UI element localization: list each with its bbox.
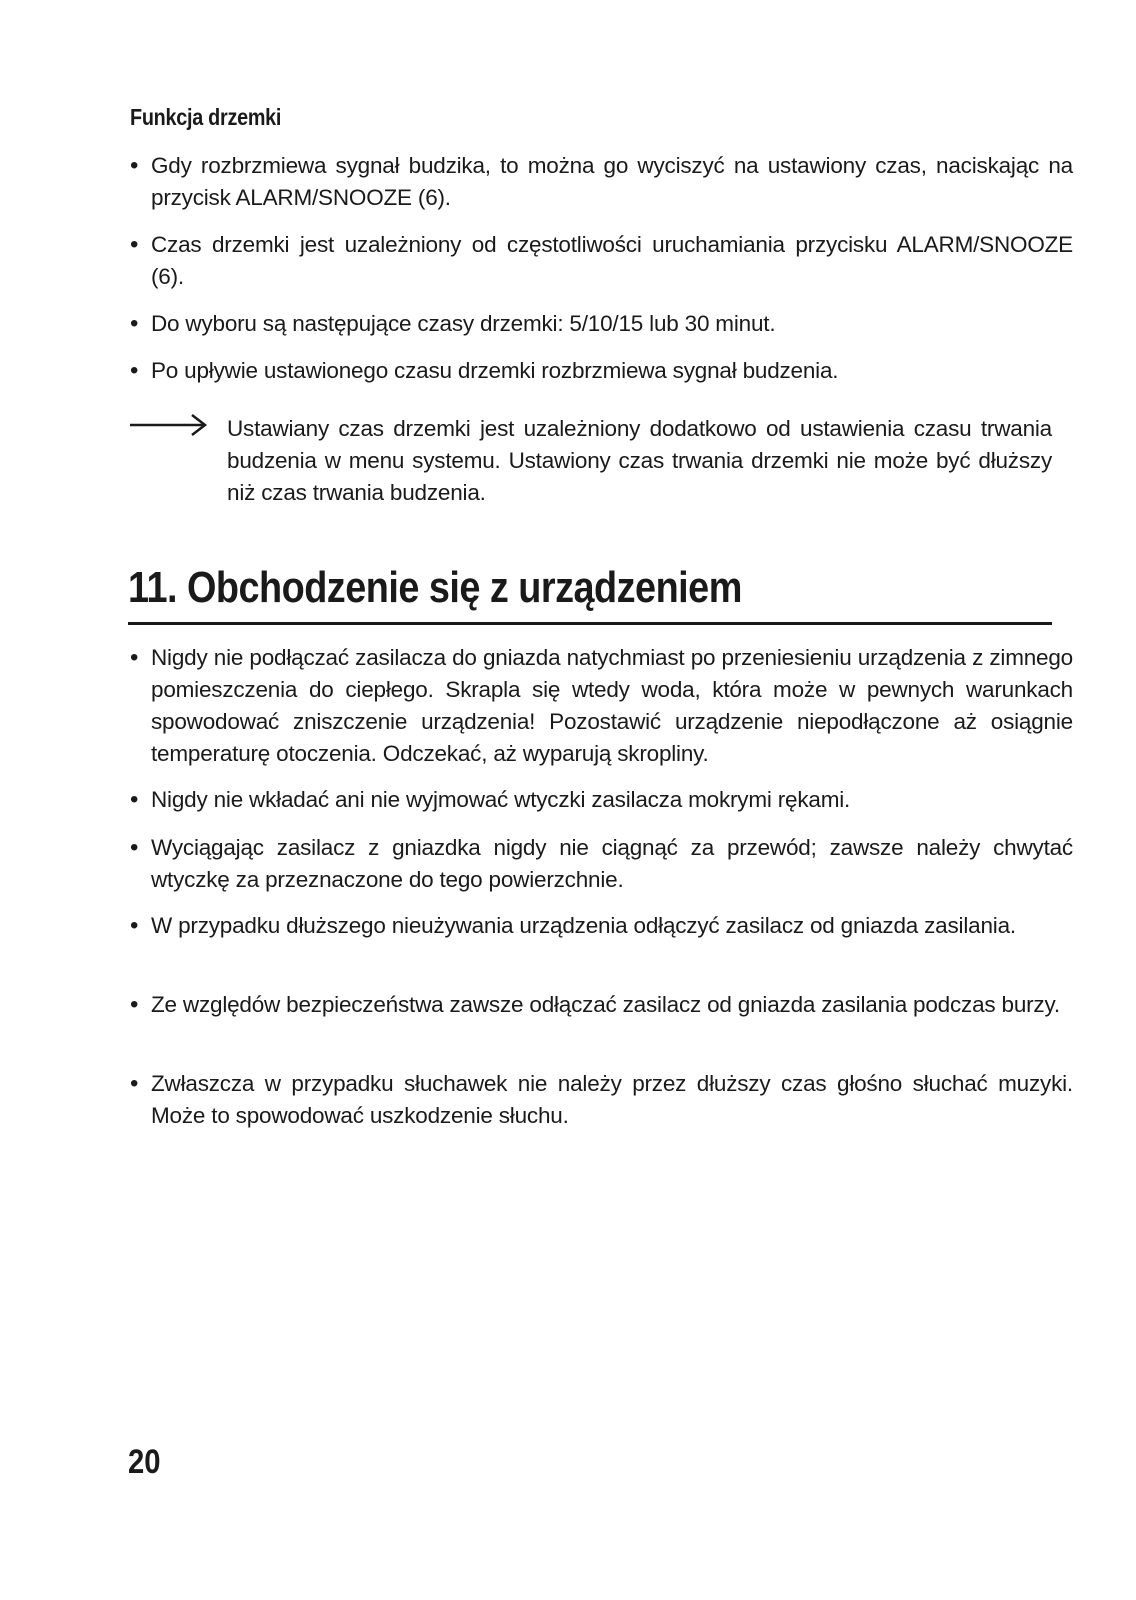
list-item-text: Ze względów bezpieczeństwa zawsze odłączać zasilacz od gniazda zasilania podczas burzy. [151,992,1060,1017]
bullet-dot: • [130,357,139,384]
bullet-dot: • [130,912,139,939]
section-title: 11. Obchodzenie się z urządzeniem [128,563,742,612]
list-item [130,150,1073,214]
list-item [130,1068,1073,1132]
page-number: 20 [128,1443,161,1481]
list-item [130,229,1073,293]
list-item-text: Czas drzemki jest uzależniony od częstotliwości uruchamiania przycisku ALARM/SNOOZE (6). [151,232,1073,289]
list-item [130,989,1073,1021]
list-item [130,642,1073,770]
list-item [130,308,1073,340]
bullet-dot: • [130,834,139,861]
list-item-text: Nigdy nie wkładać ani nie wyjmować wtyczki zasilacza mokrymi rękami. [151,787,851,812]
bullet-dot: • [130,786,139,813]
list-item-text: Gdy rozbrzmiewa sygnał budzika, to można go wyciszyć na ustawiony czas, naciskając na przycisk ALARM/SNOOZE (6). [151,153,1073,210]
list-item [130,355,1073,387]
subheading-snooze: Funkcja drzemki [130,104,282,130]
list-item [130,910,1073,942]
bullet-dot: • [130,152,139,179]
list-item-text: Zwłaszcza w przypadku słuchawek nie należy przez dłuższy czas głośno słuchać muzyki. Może to spowodować uszkodzenie słuchu. [151,1071,1073,1128]
arrow-right-icon [130,413,208,441]
bullet-dot: • [130,644,139,671]
list-item-text: W przypadku dłuższego nieużywania urządzenia odłączyć zasilacz od gniazda zasilania. [151,913,1016,938]
section-divider [128,622,1052,625]
note-text: Ustawiany czas drzemki jest uzależniony dodatkowo od ustawienia czasu trwania budzenia w menu systemu. Ustawiony czas trwania drzemki nie może być dłuższy niż czas trwania budzenia. [227,416,1052,505]
list-item [130,784,1073,816]
list-item-text: Po upływie ustawionego czasu drzemki rozbrzmiewa sygnał budzenia. [151,358,839,383]
bullet-dot: • [130,991,139,1018]
bullet-dot: • [130,310,139,337]
bullet-dot: • [130,231,139,258]
bullet-dot: • [130,1070,139,1097]
list-item-text: Wyciągając zasilacz z gniazdka nigdy nie ciągnąć za przewód; zawsze należy chwytać wtyczkę za przeznaczone do tego powierzchnie. [151,835,1073,892]
list-item-text: Nigdy nie podłączać zasilacza do gniazda natychmiast po przeniesieniu urządzenia z zimnego pomieszczenia do ciepłego. Skrapla się wtedy woda, która może w pewnych warunkach spowodować zniszczenie urządzenia! Pozostawić urządzenie niepodłączone aż osiągnie temperaturę otoczenia. Odczekać, aż wyparują skropliny. [151,645,1073,766]
list-item [130,832,1073,896]
list-item-text: Do wyboru są następujące czasy drzemki: 5/10/15 lub 30 minut. [151,311,776,336]
